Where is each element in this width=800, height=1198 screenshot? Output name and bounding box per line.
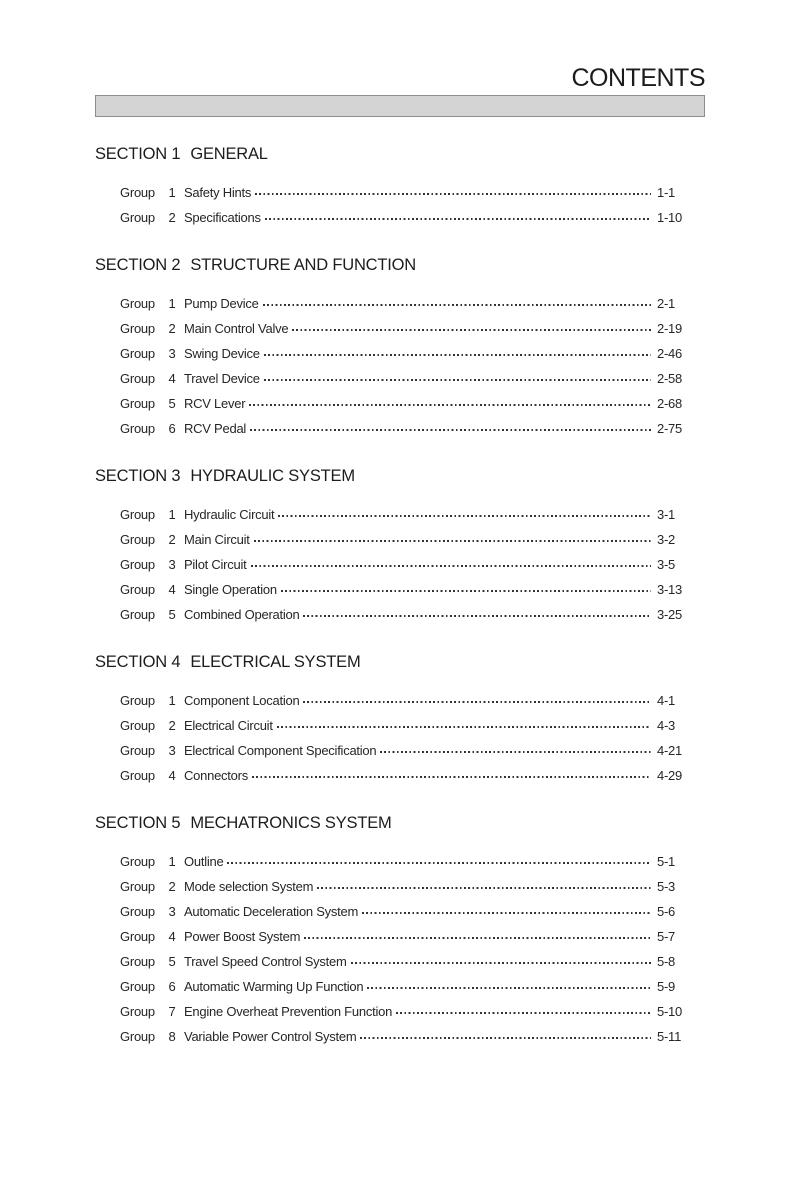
dot-leader: [292, 329, 651, 331]
page-number: 4-1: [657, 693, 676, 708]
group-word: Group: [120, 879, 155, 894]
group-title: Combined Operation: [184, 607, 300, 622]
toc-section: [95, 257, 705, 441]
dot-leader: [252, 776, 651, 778]
group-word: Group: [120, 421, 155, 436]
dot-leader: [277, 726, 651, 728]
section-title: HYDRAULIC SYSTEM: [190, 467, 355, 485]
section-heading: [95, 815, 705, 832]
toc-entry: [120, 291, 697, 316]
group-number: 7: [168, 1004, 176, 1019]
section-label: SECTION 3: [95, 467, 181, 485]
dot-leader: [380, 751, 651, 753]
group-word: Group: [120, 507, 155, 522]
group-word: Group: [120, 979, 155, 994]
toc-entry: [120, 874, 697, 899]
toc-entry: [120, 577, 697, 602]
group-word: Group: [120, 582, 155, 597]
page-title: CONTENTS: [571, 64, 705, 92]
dot-leader: [317, 887, 651, 889]
group-word: Group: [120, 296, 155, 311]
dot-leader: [303, 701, 651, 703]
group-number: 6: [168, 979, 176, 994]
page-number: 5-9: [657, 979, 676, 994]
dot-leader: [227, 862, 651, 864]
dot-leader: [278, 515, 651, 517]
group-number: 2: [168, 879, 176, 894]
group-title: RCV Lever: [184, 396, 246, 411]
page-number: 3-25: [657, 607, 683, 622]
toc-entry: [120, 949, 697, 974]
group-word: Group: [120, 607, 155, 622]
group-number: 2: [168, 532, 176, 547]
group-word: Group: [120, 1004, 155, 1019]
toc-sections: [95, 146, 705, 1049]
section-entries: [120, 502, 697, 627]
page-number: 5-7: [657, 929, 676, 944]
toc-section: [95, 654, 705, 788]
toc-entry: [120, 366, 697, 391]
dot-leader: [303, 615, 651, 617]
group-word: Group: [120, 321, 155, 336]
toc-entry: [120, 552, 697, 577]
dot-leader: [265, 218, 651, 220]
group-word: Group: [120, 396, 155, 411]
group-word: Group: [120, 185, 155, 200]
section-heading: [95, 146, 705, 163]
toc-entry: [120, 502, 697, 527]
toc-entry: [120, 316, 697, 341]
toc-section: [95, 146, 705, 230]
toc-entry: [120, 849, 697, 874]
group-number: 8: [168, 1029, 176, 1044]
dot-leader: [250, 429, 651, 431]
page-number: 3-13: [657, 582, 683, 597]
toc-entry: [120, 974, 697, 999]
toc-entry: [120, 899, 697, 924]
section-title: GENERAL: [190, 145, 268, 163]
dot-leader: [251, 565, 652, 567]
group-title: Main Circuit: [184, 532, 250, 547]
toc-entry: [120, 1024, 697, 1049]
group-number: 4: [168, 582, 176, 597]
group-title: Component Location: [184, 693, 300, 708]
group-title: Travel Speed Control System: [184, 954, 347, 969]
group-title: Outline: [184, 854, 224, 869]
page-number: 5-10: [657, 1004, 683, 1019]
group-title: RCV Pedal: [184, 421, 247, 436]
toc-entry: [120, 416, 697, 441]
toc-entry: [120, 602, 697, 627]
toc-entry: [120, 205, 697, 230]
page-number: 3-5: [657, 557, 676, 572]
section-heading: [95, 468, 705, 485]
group-title: Power Boost System: [184, 929, 301, 944]
toc-section: [95, 815, 705, 1049]
section-entries: [120, 688, 697, 788]
dot-leader: [264, 354, 651, 356]
group-number: 2: [168, 321, 176, 336]
section-entries: [120, 849, 697, 1049]
dot-leader: [362, 912, 651, 914]
group-word: Group: [120, 1029, 155, 1044]
toc-entry: [120, 527, 697, 552]
dot-leader: [351, 962, 651, 964]
group-word: Group: [120, 371, 155, 386]
group-number: 1: [168, 693, 176, 708]
group-number: 4: [168, 929, 176, 944]
group-title: Single Operation: [184, 582, 277, 597]
group-word: Group: [120, 532, 155, 547]
group-number: 1: [168, 854, 176, 869]
group-number: 2: [168, 210, 176, 225]
group-word: Group: [120, 743, 155, 758]
page-number: 4-3: [657, 718, 676, 733]
group-number: 6: [168, 421, 176, 436]
group-word: Group: [120, 768, 155, 783]
section-heading: [95, 654, 705, 671]
group-title: Electrical Component Specification: [184, 743, 377, 758]
group-word: Group: [120, 904, 155, 919]
dot-leader: [367, 987, 651, 989]
page-number: 5-1: [657, 854, 676, 869]
page-number: 5-3: [657, 879, 676, 894]
group-word: Group: [120, 854, 155, 869]
group-title: Travel Device: [184, 371, 260, 386]
group-title: Main Control Valve: [184, 321, 289, 336]
group-title: Variable Power Control System: [184, 1029, 357, 1044]
page-number: 5-11: [657, 1029, 682, 1044]
group-number: 3: [168, 743, 176, 758]
section-entries: [120, 180, 697, 230]
group-number: 2: [168, 718, 176, 733]
dot-leader: [249, 404, 651, 406]
group-number: 5: [168, 954, 176, 969]
group-word: Group: [120, 718, 155, 733]
toc-entry: [120, 999, 697, 1024]
toc-entry: [120, 924, 697, 949]
section-label: SECTION 5: [95, 814, 181, 832]
group-title: Swing Device: [184, 346, 260, 361]
group-title: Hydraulic Circuit: [184, 507, 275, 522]
dot-leader: [281, 590, 651, 592]
page-number: 2-58: [657, 371, 683, 386]
dot-leader: [263, 304, 651, 306]
group-number: 5: [168, 396, 176, 411]
page-number: 5-8: [657, 954, 676, 969]
document-page: [0, 66, 800, 1198]
group-word: Group: [120, 557, 155, 572]
group-number: 3: [168, 904, 176, 919]
group-number: 3: [168, 346, 176, 361]
section-label: SECTION 1: [95, 145, 181, 163]
page-number: 3-2: [657, 532, 676, 547]
group-title: Specifications: [184, 210, 261, 225]
group-title: Connectors: [184, 768, 248, 783]
group-title: Automatic Warming Up Function: [184, 979, 364, 994]
group-number: 1: [168, 507, 176, 522]
group-number: 4: [168, 371, 176, 386]
group-word: Group: [120, 210, 155, 225]
dot-leader: [360, 1037, 651, 1039]
page-number: 4-21: [657, 743, 683, 758]
group-title: Electrical Circuit: [184, 718, 273, 733]
group-number: 1: [168, 185, 176, 200]
group-title: Safety Hints: [184, 185, 252, 200]
toc-entry: [120, 341, 697, 366]
page-number: 2-1: [657, 296, 676, 311]
section-heading: [95, 257, 705, 274]
group-number: 5: [168, 607, 176, 622]
group-title: Automatic Deceleration System: [184, 904, 359, 919]
page-number: 2-19: [657, 321, 683, 336]
group-number: 4: [168, 768, 176, 783]
page-number: 2-46: [657, 346, 683, 361]
group-title: Pump Device: [184, 296, 259, 311]
dot-leader: [255, 193, 651, 195]
toc-entry: [120, 688, 697, 713]
dot-leader: [304, 937, 651, 939]
toc-section: [95, 468, 705, 627]
group-word: Group: [120, 346, 155, 361]
page-number: 5-6: [657, 904, 676, 919]
group-number: 1: [168, 296, 176, 311]
page-number: 2-68: [657, 396, 683, 411]
section-title: STRUCTURE AND FUNCTION: [190, 256, 416, 274]
section-title: MECHATRONICS SYSTEM: [190, 814, 392, 832]
group-title: Mode selection System: [184, 879, 314, 894]
group-title: Engine Overheat Prevention Function: [184, 1004, 393, 1019]
dot-leader: [264, 379, 651, 381]
toc-entry: [120, 391, 697, 416]
toc-entry: [120, 180, 697, 205]
section-label: SECTION 2: [95, 256, 181, 274]
section-title: ELECTRICAL SYSTEM: [190, 653, 361, 671]
page-number: 4-29: [657, 768, 683, 783]
page-number: 2-75: [657, 421, 683, 436]
group-title: Pilot Circuit: [184, 557, 247, 572]
page-number: 1-1: [657, 185, 676, 200]
group-number: 3: [168, 557, 176, 572]
toc-entry: [120, 738, 697, 763]
page-number: 3-1: [657, 507, 676, 522]
section-entries: [120, 291, 697, 441]
dot-leader: [396, 1012, 651, 1014]
dot-leader: [254, 540, 651, 542]
page-number: 1-10: [657, 210, 683, 225]
toc-entry: [120, 763, 697, 788]
header-rule-bar: [95, 95, 705, 117]
group-word: Group: [120, 693, 155, 708]
group-word: Group: [120, 929, 155, 944]
toc-entry: [120, 713, 697, 738]
section-label: SECTION 4: [95, 653, 181, 671]
group-word: Group: [120, 954, 155, 969]
